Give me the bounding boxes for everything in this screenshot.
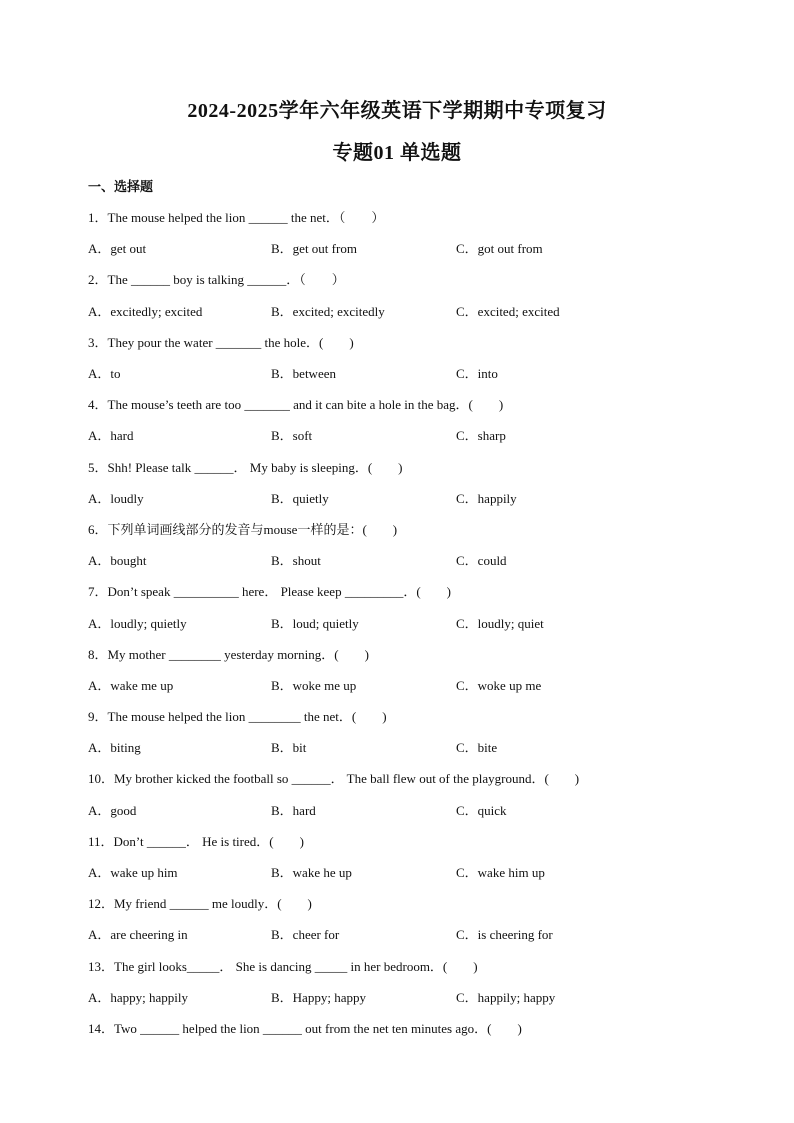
option-a: A．biting (88, 740, 141, 756)
option-c: C．quick (456, 802, 507, 818)
option-row (88, 232, 728, 263)
option-a: A．are cheering in (88, 927, 188, 943)
option-b: B．between (271, 366, 336, 382)
option-c: C．is cheering for (456, 927, 553, 943)
option-a: A．happy; happily (88, 989, 189, 1005)
question-stem: 5．Shh! Please talk ______． My baby is sleeping．( ) (88, 459, 403, 475)
option-row (88, 357, 728, 388)
option-a: A．get out (88, 241, 147, 257)
option-b: B．quietly (271, 490, 329, 506)
option-row (88, 794, 728, 825)
option-c: C．loudly; quiet (456, 615, 544, 631)
option-a: A．loudly; quietly (88, 615, 187, 631)
option-b: B．wake he up (271, 865, 352, 881)
question-stem: 4．The mouse’s teeth are too _______ and it can bite a hole in the bag．( ) (88, 397, 504, 413)
option-a: A．wake me up (88, 677, 174, 693)
document-title: 2024-2025学年六年级英语下学期期中专项复习 (187, 100, 607, 122)
option-b: B．shout (271, 553, 321, 569)
option-a: A．wake up him (88, 865, 178, 881)
question-stem: 2．The ______ boy is talking ______．（ ） (88, 272, 345, 288)
section-heading: 一、选择题 (88, 179, 154, 194)
question-stem: 9．The mouse helped the lion ________ the net．( ) (88, 709, 387, 725)
option-c: C．happily; happy (456, 989, 556, 1005)
question-list (88, 201, 728, 1043)
option-row (88, 981, 728, 1012)
option-c: C．got out from (456, 241, 543, 257)
option-c: C．bite (456, 740, 498, 756)
option-row (88, 295, 728, 326)
option-c: C．could (456, 553, 507, 569)
option-a: A．hard (88, 428, 134, 444)
option-c: C．happily (456, 490, 517, 506)
option-row (88, 544, 728, 575)
question-stem: 1．The mouse helped the lion ______ the net．（ ） (88, 210, 385, 226)
option-b: B．excited; excitedly (271, 303, 385, 319)
option-row (88, 918, 728, 949)
option-b: B．soft (271, 428, 313, 444)
option-a: A．to (88, 366, 121, 382)
question-stem: 10．My brother kicked the football so ______． The ball flew out of the playground．( ) (88, 771, 580, 787)
question-stem: 14．Two ______ helped the lion ______ out from the net ten minutes ago．( ) (88, 1020, 522, 1036)
option-c: C．sharp (456, 428, 506, 444)
question-stem: 12．My friend ______ me loudly．( ) (88, 896, 312, 912)
option-a: A．excitedly; excited (88, 303, 203, 319)
option-c: C．into (456, 366, 498, 382)
option-b: B．cheer for (271, 927, 340, 943)
option-a: A．loudly (88, 490, 144, 506)
question-stem: 8．My mother ________ yesterday morning．( ) (88, 646, 369, 662)
option-b: B．loud; quietly (271, 615, 359, 631)
option-b: B．Happy; happy (271, 989, 366, 1005)
question-stem: 11．Don’t ______． He is tired．( ) (88, 833, 304, 849)
option-row (88, 731, 728, 762)
option-row (88, 419, 728, 450)
option-c: C．excited; excited (456, 303, 560, 319)
option-a: A．good (88, 802, 137, 818)
option-b: B．hard (271, 802, 316, 818)
question-stem: 3．They pour the water _______ the hole．( ) (88, 334, 354, 350)
option-c: C．woke up me (456, 677, 542, 693)
option-row (88, 606, 728, 637)
question-stem: 7．Don’t speak __________ here． Please keep _________．( ) (88, 584, 451, 600)
document-subtitle: 专题01 单选题 (332, 142, 462, 164)
option-b: B．get out from (271, 241, 357, 257)
option-b: B．bit (271, 740, 307, 756)
question-stem: 6．下列单词画线部分的发音与mouse一样的是：( ) (88, 521, 398, 537)
option-row (88, 856, 728, 887)
option-row (88, 482, 728, 513)
option-row (88, 669, 728, 700)
option-b: B．woke me up (271, 677, 357, 693)
question-stem: 13．The girl looks_____． She is dancing _____ in her bedroom．( ) (88, 958, 478, 974)
option-a: A．bought (88, 553, 147, 569)
option-c: C．wake him up (456, 865, 545, 881)
